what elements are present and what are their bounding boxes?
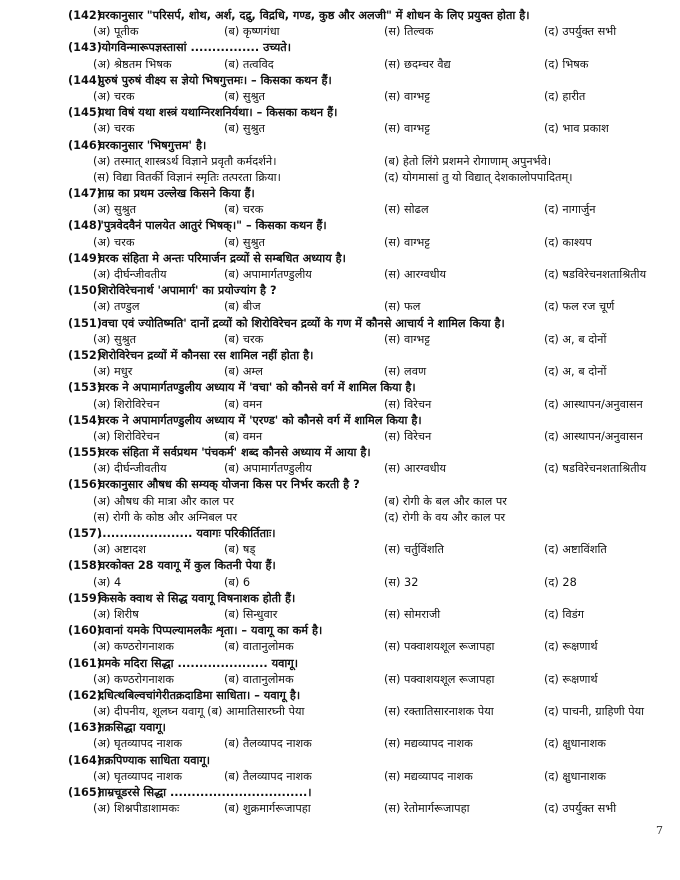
option-row (0, 607, 680, 623)
option-row (0, 121, 680, 137)
question-item (0, 105, 680, 137)
option: (अ) शिरीष (93, 607, 139, 621)
question-number: (160) (68, 624, 102, 638)
question-number: (146) (68, 138, 102, 152)
question-line (0, 623, 680, 639)
option: (स) विद्या वितर्की विज्ञानं स्मृतिः तत्परता क्रिया। (93, 170, 281, 184)
question-item (0, 558, 680, 590)
question-number: (147) (68, 187, 102, 201)
question-line (0, 688, 680, 704)
question-line (0, 105, 680, 121)
question-number: (145) (68, 106, 102, 120)
question-line (0, 591, 680, 607)
option: (अ) मधुर (93, 365, 133, 379)
option: (स) विरेचन (384, 397, 432, 411)
option-row (0, 154, 680, 170)
option: (ब) तत्वविद (224, 57, 274, 71)
option-row (0, 542, 680, 558)
option: (ब) षड् (224, 543, 256, 557)
question-number: (161) (68, 656, 102, 670)
option: (द) षडविरेचनशताश्रितीय (544, 268, 647, 281)
option: (अ) घृतव्यापद नाशक (93, 737, 183, 751)
option: (ब) वातानुलोमक (224, 640, 294, 654)
option: (ब) चरक (224, 332, 264, 346)
question-number: (157) (68, 527, 102, 540)
question-item (0, 380, 680, 412)
question-number: (150) (68, 284, 102, 298)
option-row (0, 235, 680, 251)
option: (ब) बीज (224, 300, 261, 314)
question-number: (149) (68, 251, 102, 265)
question-line (0, 40, 680, 56)
option: (ब) वमन (224, 429, 263, 443)
question-item (0, 348, 680, 380)
question-line (0, 380, 680, 396)
question-text: किसके क्वाथ से सिद्ध यवागू विषनाशक होती हैं। (98, 591, 296, 605)
question-item (0, 413, 680, 445)
question-line (0, 8, 680, 24)
question-item (0, 186, 680, 218)
question-line (0, 526, 680, 542)
option: (द) अ, ब दोनों (544, 365, 607, 379)
option: (ब) सुश्रुत (224, 122, 265, 136)
question-number: (165) (68, 786, 102, 799)
option: (अ) श्रेष्ठतम भिषक (93, 57, 172, 71)
question-number: (154) (68, 413, 102, 427)
question-text: चरक ने अपामार्गतण्डुलीय अध्याय में 'एरण्ड' को कौनसे वर्ग में शामिल किया है। (98, 413, 422, 427)
option: (अ) चरक (93, 235, 135, 249)
question-line (0, 73, 680, 89)
question-item (0, 591, 680, 623)
question-item (0, 283, 680, 315)
question-text: चरक संहिता में सर्वप्रथम 'पंचकर्म' शब्द कौनसे अध्याय में आया है। (98, 446, 371, 460)
option: (ब) अपामार्गतण्डुलीय (224, 462, 312, 476)
option-row (0, 494, 680, 510)
option-row (0, 57, 680, 73)
option: (स) छदम्चर वैद्य (384, 57, 451, 71)
option: (ब) अपामार्गतण्डुलीय (224, 268, 312, 281)
question-text: 'योगविन्मारूपज्ञस्तासां ................ उच्यते। (98, 41, 292, 55)
question-line (0, 558, 680, 574)
option: (स) पक्वाशयशूल रूजापहा (384, 640, 495, 654)
question-text: चरकानुसार औषध की सम्यक् योजना किस पर निर्भर करती है ? (98, 478, 360, 492)
option-row (0, 364, 680, 380)
option-row (0, 397, 680, 413)
option: (स) मद्यव्यापद नाशक (384, 737, 473, 751)
option: (द) योगमासां तु यो विद्यात् देशकालोपपादितम्। (384, 170, 573, 184)
question-item (0, 720, 680, 752)
option: (स) विरेचन (384, 429, 432, 443)
option-row (0, 429, 680, 445)
question-item (0, 688, 680, 720)
question-line (0, 413, 680, 429)
option-row (0, 202, 680, 218)
question-item (0, 73, 680, 105)
option-row (0, 769, 680, 785)
question-number: (144) (68, 73, 102, 87)
question-number: (142) (68, 9, 102, 22)
question-line (0, 138, 680, 154)
option: (द) क्षुधानाशक (544, 737, 606, 751)
option: (अ) सुश्रुत (93, 203, 137, 217)
option: (अ) घृतव्यापद नाशक (93, 769, 183, 783)
option-row (0, 672, 680, 688)
option: (स) लवण (384, 365, 427, 379)
question-line (0, 785, 680, 801)
option: (ब) सुश्रुत (224, 89, 265, 103)
page-number: 7 (656, 824, 663, 837)
question-line (0, 753, 680, 769)
option: (अ) औषध की मात्रा और काल पर (93, 494, 234, 508)
option-row (0, 332, 680, 348)
option: (ब) रोगी के बल और काल पर (384, 494, 507, 508)
option: (अ) अष्टादश (93, 543, 146, 557)
question-number: (143) (68, 41, 102, 55)
question-text: यमके मदिरा सिद्धा ..................... यवागू। (98, 656, 298, 670)
question-text: यवानां यमके पिप्पल्यामलकैः शृता। – यवागू का कर्म है। (98, 624, 323, 638)
option: (स) 32 (384, 575, 419, 589)
question-number: (155) (68, 446, 102, 460)
option: (ब) वातानुलोमक (224, 672, 294, 686)
option: (द) रूक्षणार्थ (544, 640, 598, 654)
question-text: तक्रसिद्धा यवागू। (98, 721, 166, 735)
question-number: (153) (68, 381, 102, 395)
question-text: ताम्र का प्रथम उल्लेख किसने किया हैं। (98, 187, 255, 201)
option: (द) आस्थापन/अनुवासन (544, 397, 643, 411)
question-item (0, 477, 680, 526)
option: (स) रक्तातिसारनाशक पेया (384, 705, 494, 719)
option-row (0, 89, 680, 105)
question-item (0, 138, 680, 187)
question-text: दधित्थबिल्वचांगेरीतक्रदाडिमा साधिता। – यवागू है। (98, 688, 301, 702)
option: (द) 28 (544, 575, 577, 589)
question-text: तक्रपिण्याक साधिता यवागू। (98, 753, 211, 767)
option: (अ) शिरोविरेचन (93, 429, 160, 443)
question-number: (162) (68, 688, 102, 702)
question-line (0, 316, 680, 332)
question-item (0, 8, 680, 40)
question-text: "पुत्रवेदवैनं पालयेत आतुरं भिषक्।" – किसका कथन हैं। (98, 219, 327, 233)
option: (स) मद्यव्यापद नाशक (384, 769, 473, 783)
option: (स) रेतोमार्गरूजापहा (384, 802, 470, 816)
option: (ब) 6 (224, 575, 251, 589)
option: (स) रोगी के कोष्ठ और अग्निबल पर (93, 510, 238, 524)
option: (अ) दीर्घन्जीवतीय (93, 462, 167, 476)
option: (अ) चरक (93, 122, 135, 136)
option: (अ) शिरोविरेचन (93, 397, 160, 411)
question-number: (148) (68, 219, 102, 233)
question-sheet (0, 8, 680, 817)
question-item (0, 40, 680, 72)
option: (स) फल (384, 300, 421, 314)
option: (द) अ, ब दोनों (544, 332, 607, 346)
option: (स) वाग्भट्ट (384, 89, 430, 103)
option: (अ) 4 (93, 575, 122, 589)
question-text: चरक संहिता मे अन्तः परिमार्जन द्रव्यों से सम्बधित अध्याय है। (98, 251, 346, 265)
question-line (0, 283, 680, 299)
question-number: (156) (68, 478, 102, 492)
option: (द) फल रज चूर्ण (544, 300, 615, 314)
option-row (0, 299, 680, 315)
question-number: (152) (68, 348, 102, 362)
option: (द) उपर्युक्त सभी (544, 25, 617, 39)
option-row (0, 461, 680, 477)
option: (द) नागार्जुन (544, 203, 596, 217)
option: (द) अष्टाविंशति (544, 543, 607, 557)
question-text: शिरोविरेचन द्रव्यों में कौनसा रस शामिल नहीं होता है। (98, 348, 314, 362)
question-text: चरक ने अपामार्गतण्डुलीय अध्याय में 'वचा' को कौनसे वर्ग में शामिल किया है। (98, 381, 416, 395)
question-item (0, 445, 680, 477)
option: (ब) शुक्रमार्गरूजापहा (224, 802, 311, 816)
question-number: (164) (68, 753, 102, 767)
option: (द) षडविरेचनशताश्रितीय (544, 462, 647, 476)
option: (द) आस्थापन/अनुवासन (544, 429, 643, 443)
question-item (0, 753, 680, 785)
option: (द) हारीत (544, 89, 586, 103)
question-item (0, 785, 680, 817)
question-text: 'वचा एवं ज्योतिष्मति' दानों द्रव्यों को शिरोविरेचन द्रव्यों के गण में कौनसे आचार्य ने शामिल किया है। (98, 316, 505, 330)
option: (द) भाव प्रकाश (544, 122, 609, 136)
question-line (0, 477, 680, 493)
option: (ब) चरक (224, 203, 264, 217)
option: (द) उपर्युक्त सभी (544, 802, 617, 816)
question-line (0, 720, 680, 736)
option: (अ) दीपनीय, शूलघ्न यवागू (ब) आमातिसारघ्नी पेया (93, 705, 305, 719)
option: (स) तिल्वक (384, 25, 434, 39)
question-line (0, 656, 680, 672)
option-row (0, 704, 680, 720)
option: (स) वाग्भट्ट (384, 235, 430, 249)
question-number: (151) (68, 316, 102, 330)
option: (स) वाग्भट्ट (384, 122, 430, 136)
question-number: (163) (68, 721, 102, 735)
question-text: ...................... यवागः परिकीर्तिताः। (98, 527, 276, 540)
option: (अ) सुश्रुत (93, 332, 137, 346)
option: (ब) कृष्णगंधा (224, 25, 280, 39)
option: (अ) कण्ठरोगनाशक (93, 640, 174, 654)
option: (स) सोमराजी (384, 607, 441, 621)
question-item (0, 623, 680, 655)
question-line (0, 445, 680, 461)
question-line (0, 251, 680, 267)
question-text: ताम्रचूडरसे सिद्धा ................................। (98, 786, 312, 799)
option: (अ) चरक (93, 89, 135, 103)
option: (द) काश्यप (544, 235, 592, 249)
option: (स) वाग्भट्ट (384, 332, 430, 346)
option-row (0, 801, 680, 817)
question-line (0, 218, 680, 234)
option: (अ) तण्डुल (93, 300, 140, 314)
question-text: शिरोविरेचनार्थ 'अपामार्ग' का प्रयोज्यांग है ? (98, 284, 277, 298)
option: (द) विडंग (544, 607, 585, 621)
option: (ब) अम्ल (224, 365, 263, 379)
option: (ब) तैलव्यापद नाशक (224, 737, 312, 751)
question-item (0, 251, 680, 283)
option: (ब) तैलव्यापद नाशक (224, 769, 312, 783)
option: (ब) हेतो लिंगे प्रशमने रोगाणाम् अपुनर्भवे। (384, 154, 552, 168)
option: (द) रूक्षणार्थ (544, 672, 598, 686)
question-text: चरकोक्त 28 यवागू में कुल कितनी पेया हैं। (98, 559, 276, 573)
question-text: यथा विषं यथा शस्त्रं यथाग्निरशनिर्यथा। – किसका कथन हैं। (98, 106, 338, 120)
question-line (0, 348, 680, 364)
option: (द) पाचनी, ग्राहिणी पेया (544, 705, 645, 719)
option: (स) आरग्वधीय (384, 462, 447, 476)
option: (ब) सुश्रुत (224, 235, 265, 249)
question-number: (159) (68, 591, 102, 605)
option: (अ) कण्ठरोगनाशक (93, 672, 174, 686)
option: (अ) तस्मात् शास्त्रऽर्थ विज्ञाने प्रवृतौ कर्मदर्शने। (93, 154, 277, 168)
option-row (0, 170, 680, 186)
option: (ब) वमन (224, 397, 263, 411)
option: (स) चर्तुविंशति (384, 543, 444, 557)
option-row (0, 736, 680, 752)
question-item (0, 316, 680, 348)
option: (अ) शिश्नपीडाशामकः (93, 802, 180, 816)
option-row (0, 24, 680, 40)
option: (द) रोगी के वय और काल पर (384, 510, 506, 524)
question-item (0, 526, 680, 558)
option-row (0, 575, 680, 591)
question-item (0, 218, 680, 250)
option: (स) आरग्वधीय (384, 268, 447, 281)
option: (स) सोढल (384, 203, 429, 217)
question-number: (158) (68, 559, 102, 573)
option: (अ) दीर्घन्जीवतीय (93, 268, 167, 281)
option: (स) पक्वाशयशूल रूजापहा (384, 672, 495, 686)
question-item (0, 656, 680, 688)
option-row (0, 510, 680, 526)
option: (अ) पूतीक (93, 25, 139, 39)
question-line (0, 186, 680, 202)
option: (द) क्षुधानाशक (544, 769, 606, 783)
option: (द) भिषक (544, 57, 589, 71)
question-text: चरकानुसार "परिसर्प, शोथ, अर्श, दद्रु, विद्रधि, गण्ड, कुष्ठ और अलजी" में शोधन के लिए प्रयुक्त होता है। (98, 9, 530, 22)
option-row (0, 267, 680, 283)
question-text: चरकानुसार 'भिषगुत्तम' है। (98, 138, 207, 152)
question-text: पुरुषं पुरुषं वीक्ष्य स ज्ञेयो भिषगुत्तमः। – किसका कथन हैं। (98, 73, 332, 87)
option: (ब) सिन्धुवार (224, 607, 278, 621)
option-row (0, 639, 680, 655)
